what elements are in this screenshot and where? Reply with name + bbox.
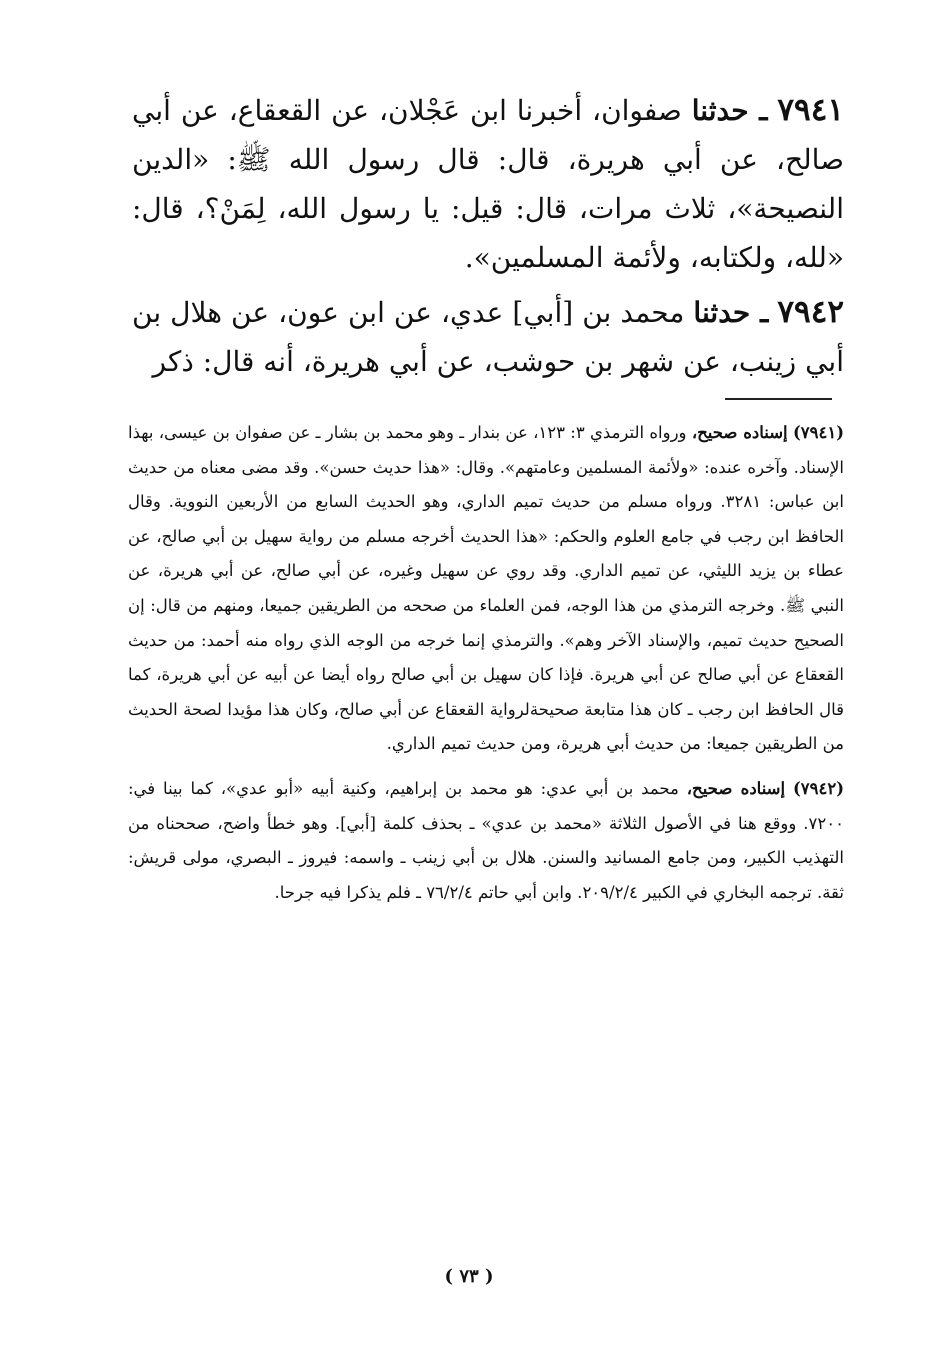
hadith-text: صفوان، أخبرنا ابن عَجْلان، عن القعقاع، عن أبي صالح، عن أبي هريرة، قال: قال رسول الله ﷺ: «الدين النصيحة»، ثلاث مرات، قال: قيل: يا رسول الله، لِمَنْ؟، قال: «لله، ولكتابه، ولأئمة المسلمين». (132, 94, 844, 274)
footnote-ref: (٧٩٤٢) (792, 778, 845, 798)
hadith-number: ٧٩٤١ (777, 92, 845, 128)
hadith-lead: ـ حدثنا (691, 94, 768, 127)
footnote-text: محمد بن أبي عدي: هو محمد بن إبراهيم، وكنية أبيه «أبو عدي»، كما بينا في: ٧٢٠٠. ووقع هنا في الأصول الثلاثة «محمد بن عدي» ـ بحذف كلمة [أبي]. وهو خطأ واضح، صححناه من التهذيب الكبير، ومن جامع المسانيد والسنن. هلال بن أبي زينب ـ واسمه: فيروز ـ البصري، مولى قريش: ثقة. ترجمه البخاري في الكبير ٢٠٩/٢/٤. وابن أبي حاتم ٧٦/٢/٤ ـ فلم يذكرا فيه جرحا. (128, 778, 844, 902)
footnote-head: إسناده صحيح، (686, 778, 786, 798)
footnote-head: إسناده صحيح، (691, 423, 788, 442)
hadith-number: ٧٩٤٢ (777, 294, 844, 330)
footnote-text: ورواه الترمذي ٣: ١٢٣، عن بندار ـ وهو محمد بن بشار ـ عن صفوان بن عيسى، بهذا الإسناد. وآخره عنده: «ولأئمة المسلمين وعامتهم». وقال: «هذا حديث حسن». وقد مضى معناه من حديث ابن عباس: ٣٢٨١. ورواه مسلم من حديث تميم الداري، وهو الحديث السابع من الأربعين النووية. وقال الحافظ ابن رجب في جامع العلوم والحكم: «هذا الحديث أخرجه مسلم من رواية سهيل بن أبي صالح، عن عطاء بن يزيد الليثي، عن تميم الداري. وقد روي عن سهيل وغيره، عن أبي صالح، عن أبي هريرة، عن النبي ﷺ. وخرجه الترمذي من هذا الوجه، فمن العلماء من صححه من الطريقين جميعا، ومنهم من قال: إن الصحيح حديث تميم، والإسناد الآخر وهم». والترمذي إنما خرجه من الوجه الذي رواه منه أحمد: من حديث القعقاع عن أبي صالح عن أبي هريرة. فإذا كان سهيل بن أبي صالح رواه أيضا عن أبيه عن أبي هريرة، كما قال الحافظ ابن رجب ـ كان هذا متابعة صحيحةلرواية القعقاع عن أبي صالح، وكان هذا مؤيدا لصحة الحديث من الطريقين جميعا: من حديث أبي هريرة، ومن حديث تميم الداري. (128, 423, 844, 754)
hadith-text: محمد بن [أبي] عدي، عن ابن عون، عن هلال بن أبي زينب، عن شهر بن حوشب، عن أبي هريرة، أنه قال: ذكر (132, 296, 844, 378)
hadith-lead: ـ حدثنا (693, 296, 769, 329)
hadith-7941 (132, 86, 844, 282)
footnotes (128, 416, 844, 920)
footnote-ref: (٧٩٤١) (792, 423, 845, 442)
page-number: ( ٧٣ ) (444, 1266, 494, 1287)
main-text (132, 86, 844, 386)
footnote-7942 (128, 772, 844, 910)
hadith-7942 (132, 288, 844, 386)
footnote-7941 (128, 416, 844, 762)
footnote-divider (725, 398, 832, 400)
